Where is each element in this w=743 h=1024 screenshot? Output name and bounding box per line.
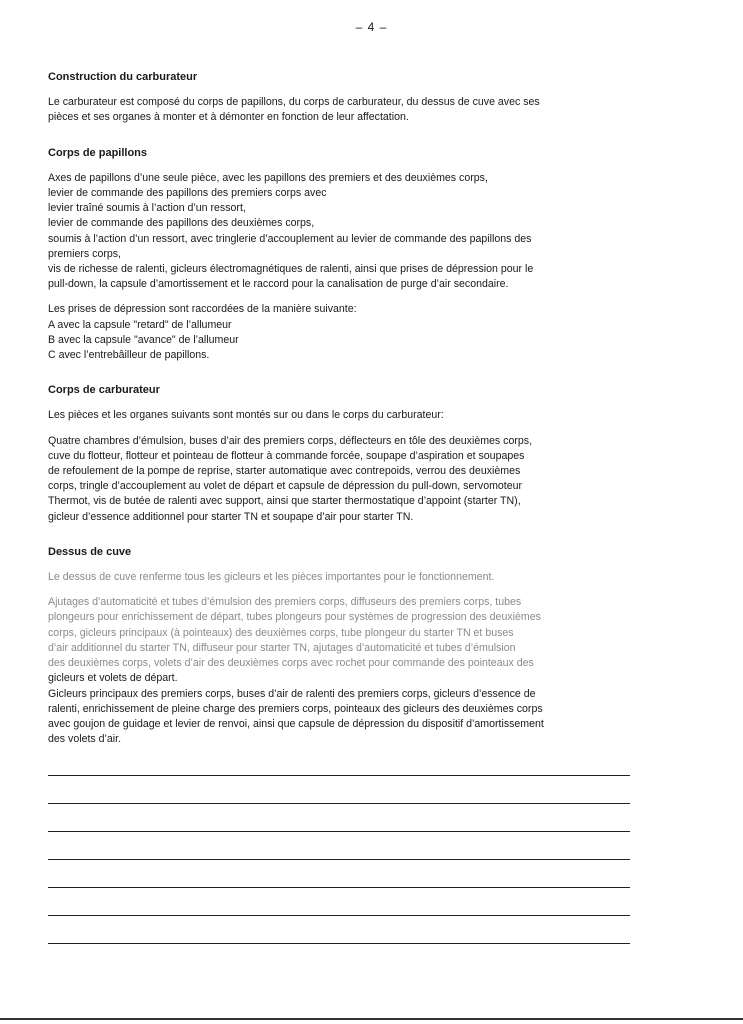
section bbox=[48, 146, 638, 364]
paragraph bbox=[48, 570, 638, 585]
paragraph bbox=[48, 171, 638, 293]
blank-note-lines bbox=[48, 775, 630, 971]
text-line: gicleur d’essence additionnel pour starter TN et soupape d’air pour starter TN. bbox=[48, 510, 414, 523]
text-line: Le dessus de cuve renferme tous les gicleurs et les pièces importantes pour le fonctionnement. bbox=[48, 571, 495, 584]
text-line: ralenti, enrichissement de pleine charge des premiers corps, pointeaux des gicleurs des deuxièmes corps bbox=[48, 702, 543, 715]
section-heading: Dessus de cuve bbox=[48, 545, 132, 558]
text-line: A avec la capsule "retard" de l’allumeur bbox=[48, 318, 232, 331]
paragraph bbox=[48, 408, 638, 423]
text-line: Thermot, vis de butée de ralenti avec support, ainsi que starter thermostatique d’appoint (starter TN), bbox=[48, 495, 521, 508]
paragraph bbox=[48, 434, 638, 525]
text-line: premiers corps, bbox=[48, 247, 121, 260]
text-line: vis de richesse de ralenti, gicleurs électromagnétiques de ralenti, ainsi que prises de dépression pour le bbox=[48, 263, 534, 276]
text-line: levier de commande des papillons des deuxièmes corps, bbox=[48, 217, 315, 230]
section bbox=[48, 70, 638, 126]
text-line: pièces et ses organes à monter et à démonter en fonction de leur affectation. bbox=[48, 111, 409, 124]
text-line: Axes de papillons d’une seule pièce, avec les papillons des premiers et des deuxièmes corps, bbox=[48, 171, 488, 184]
text-line: Les pièces et les organes suivants sont montés sur ou dans le corps du carburateur: bbox=[48, 409, 444, 422]
blank-line bbox=[48, 915, 630, 916]
paragraph bbox=[48, 687, 638, 748]
text-line: d’air additionnel du starter TN, diffuseur pour starter TN, ajutages d’automaticité et tubes d’émulsion bbox=[48, 641, 516, 654]
bottom-rule bbox=[0, 1018, 743, 1020]
section-heading: Corps de papillons bbox=[48, 146, 148, 159]
document-body bbox=[48, 70, 638, 767]
text-line: Le carburateur est composé du corps de papillons, du corps de carburateur, du dessus de cuve avec ses bbox=[48, 96, 540, 109]
text-line: des volets d’air. bbox=[48, 733, 122, 746]
section bbox=[48, 383, 638, 525]
paragraph bbox=[48, 595, 638, 686]
text-line: Quatre chambres d’émulsion, buses d’air des premiers corps, déflecteurs en tôle des deuxièmes corps, bbox=[48, 434, 533, 447]
paragraph bbox=[48, 302, 638, 363]
text-line: C avec l’entrebâilleur de papillons. bbox=[48, 349, 210, 362]
section-heading: Construction du carburateur bbox=[48, 71, 198, 83]
blank-line bbox=[48, 943, 630, 944]
blank-line bbox=[48, 831, 630, 832]
text-line: Ajutages d’automaticité et tubes d’émulsion des premiers corps, diffuseurs des premiers corps, tubes bbox=[48, 596, 522, 609]
text-line: corps, gicleurs principaux (à pointeaux) des deuxièmes corps, tube plongeur du starter TN et buses bbox=[48, 626, 514, 639]
text-line: corps, tringle d’accouplement au volet de départ et capsule de dépression du pull-down, servomoteur bbox=[48, 480, 523, 493]
text-line: pull-down, la capsule d’amortissement et le raccord pour la canalisation de purge d’air secondaire. bbox=[48, 278, 509, 291]
text-line: levier de commande des papillons des premiers corps avec bbox=[48, 187, 327, 200]
text-line: des deuxièmes corps, volets d’air des deuxièmes corps avec rochet pour commande des pointeaux des bbox=[48, 657, 534, 670]
text-line: soumis à l’action d’un ressort, avec tringlerie d’accouplement au levier de commande des papillons des bbox=[48, 232, 532, 245]
blank-line bbox=[48, 859, 630, 860]
section-heading: Corps de carburateur bbox=[48, 384, 160, 397]
text-line: avec goujon de guidage et levier de renvoi, ainsi que capsule de dépression du dispositif d’amortissement bbox=[48, 717, 544, 730]
text-line: plongeurs pour enrichissement de départ, tubes plongeurs pour systèmes de progression des deuxièmes bbox=[48, 611, 541, 624]
page-number: – 4 – bbox=[355, 20, 388, 34]
paragraph bbox=[48, 95, 638, 125]
section bbox=[48, 545, 638, 747]
blank-line bbox=[48, 887, 630, 888]
text-line: de refoulement de la pompe de reprise, starter automatique avec contrepoids, verrou des deuxièmes bbox=[48, 465, 521, 478]
text-line: levier traîné soumis à l’action d’un ressort, bbox=[48, 202, 246, 215]
text-line: cuve du flotteur, flotteur et pointeau de flotteur à commande forcée, soupape d’aspiration et soupapes bbox=[48, 449, 525, 462]
text-line: Les prises de dépression sont raccordées de la manière suivante: bbox=[48, 303, 357, 316]
text-line: gicleurs et volets de départ. bbox=[48, 672, 178, 685]
blank-line bbox=[48, 803, 630, 804]
text-line: B avec la capsule "avance" de l’allumeur bbox=[48, 333, 239, 346]
blank-line bbox=[48, 775, 630, 776]
text-line: Gicleurs principaux des premiers corps, buses d’air de ralenti des premiers corps, gicleurs d’essence de bbox=[48, 687, 536, 700]
